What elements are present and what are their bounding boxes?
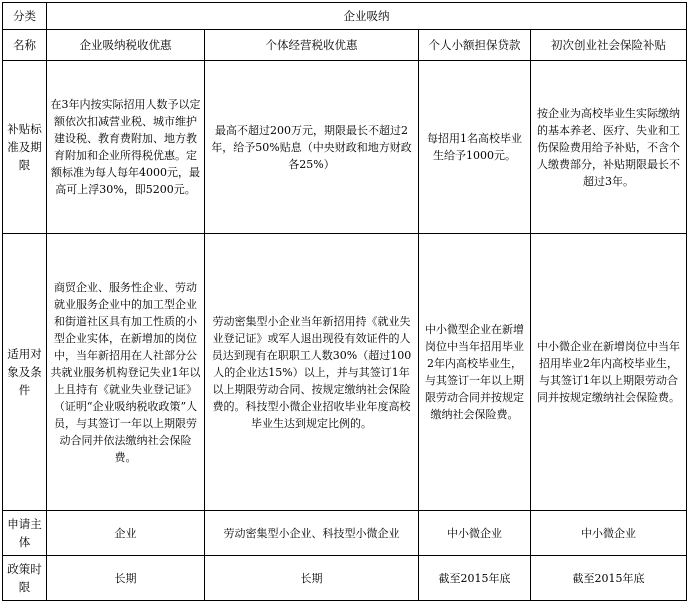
row-label-applicant: 申请主体 (3, 511, 47, 556)
cell-term-c2: 长期 (205, 556, 419, 601)
column-header-social-insurance: 初次创业社会保险补贴 (531, 30, 687, 61)
cell-applicant-c1: 企业 (47, 511, 205, 556)
name-label: 名称 (3, 30, 47, 61)
row-label-term: 政策时限 (3, 556, 47, 601)
cell-applicable-c2: 劳动密集型小企业当年新招用持《就业失业登记证》或军人退出现役有效证件的人员达到现有在职职工人数30%（超过100人的企业达15%）以上，并与其签订1年以上期限劳动合同、按规定缴纳社会保险费的。科技型小微企业招收毕业年度高校毕业生达到规定比例的。 (205, 234, 419, 511)
cell-term-c1: 长期 (47, 556, 205, 601)
cell-subsidy-c2: 最高不超过200万元，期限最长不超过2年，给予50%贴息（中央财政和地方财政各25%） (205, 61, 419, 234)
table-row-category (3, 3, 687, 30)
cell-term-c4: 截至2015年底 (531, 556, 687, 601)
table-row-applicant (3, 511, 687, 556)
column-header-small-loan: 个人小额担保贷款 (419, 30, 531, 61)
table-row-column-headers (3, 30, 687, 61)
row-label-subsidy: 补贴标准及期限 (3, 61, 47, 234)
cell-applicable-c1: 商贸企业、服务性企业、劳动就业服务企业中的加工型企业和街道社区具有加工性质的小型企业实体，在新增加的岗位中，当年新招用在人社部分公共就业服务机构登记失业1年以上且持有《就业失业登记证》（证明“企业吸纳税收政策”人员，与其签订一年以上期限劳动合同并依法缴纳社会保险费。 (47, 234, 205, 511)
table-row-term (3, 556, 687, 601)
column-header-tax-self-employed: 个体经营税收优惠 (205, 30, 419, 61)
cell-term-c3: 截至2015年底 (419, 556, 531, 601)
row-label-applicable: 适用对象及条件 (3, 234, 47, 511)
cell-subsidy-c4: 按企业为高校毕业生实际缴纳的基本养老、医疗、失业和工伤保险费用给予补贴，不含个人缴费部分，补贴期限最长不超过3年。 (531, 61, 687, 234)
cell-subsidy-c1: 在3年内按实际招用人数予以定额依次扣减营业税、城市维护建设税、教育费附加、地方教育附加和企业所得税优惠。定额标准为每人每年4000元，最高可上浮30%，即5200元。 (47, 61, 205, 234)
cell-applicant-c2: 劳动密集型小企业、科技型小微企业 (205, 511, 419, 556)
cell-subsidy-c3: 每招用1名高校毕业生给予1000元。 (419, 61, 531, 234)
cell-applicant-c4: 中小微企业 (531, 511, 687, 556)
table-row-applicable (3, 234, 687, 511)
column-header-tax-absorb: 企业吸纳税收优惠 (47, 30, 205, 61)
cell-applicant-c3: 中小微企业 (419, 511, 531, 556)
category-value: 企业吸纳 (47, 3, 687, 30)
category-label: 分类 (3, 3, 47, 30)
cell-applicable-c3: 中小微型企业在新增岗位中当年招用毕业2年内高校毕业生，与其签订一年以上期限劳动合同并按规定缴纳社会保险费。 (419, 234, 531, 511)
table-row-subsidy (3, 61, 687, 234)
cell-applicable-c4: 中小微企业在新增岗位中当年招用毕业2年内高校毕业生，与其签订1年以上期限劳动合同并按规定缴纳社会保险费。 (531, 234, 687, 511)
policy-table (2, 2, 687, 601)
